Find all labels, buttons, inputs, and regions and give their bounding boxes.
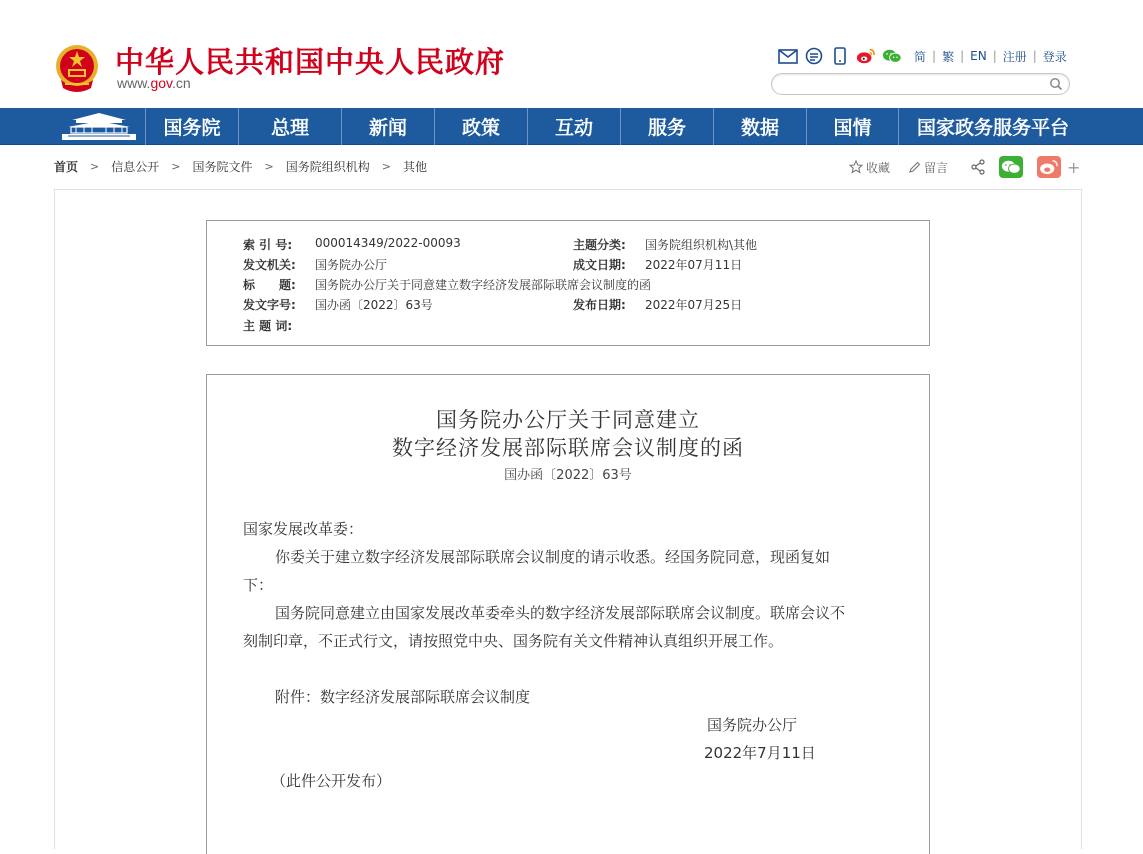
favorite-button[interactable] — [849, 159, 890, 176]
search-icon[interactable] — [1049, 77, 1063, 91]
meta-category-value: 国务院组织机构\其他 — [645, 238, 758, 252]
nav-item-news[interactable]: 新闻 — [341, 108, 434, 145]
meta-written-value: 2022年07月11日 — [645, 258, 743, 272]
meta-title-label: 标 题: — [243, 278, 296, 292]
separator: | — [992, 49, 997, 63]
meta-docno-value: 国办函〔2022〕63号 — [315, 298, 433, 312]
pencil-icon — [908, 161, 921, 174]
meta-published-label: 发布日期: — [573, 298, 626, 312]
meta-row-title — [243, 276, 651, 293]
meta-row-category — [573, 236, 757, 253]
share-icon[interactable] — [966, 156, 990, 178]
mail-icon[interactable] — [778, 47, 798, 65]
site-header — [0, 0, 1143, 108]
breadcrumb-arrow-icon: > — [90, 160, 100, 173]
meta-issuer-label: 发文机关: — [243, 258, 296, 272]
document-title-line2: 数字经济发展部际联席会议制度的函 — [392, 436, 744, 460]
document-para1-line2: 下： — [243, 576, 274, 594]
lang-links — [914, 48, 1067, 65]
nav-item-national-info[interactable]: 国情 — [806, 108, 898, 145]
breadcrumb — [54, 158, 427, 175]
meta-row-docno — [243, 296, 433, 313]
url-suffix: .cn — [172, 75, 191, 91]
breadcrumb-arrow-icon: > — [264, 160, 274, 173]
url-gov: gov — [150, 75, 172, 91]
main-nav — [0, 108, 1143, 145]
meta-title-value: 国务院办公厅关于同意建立数字经济发展部际联席会议制度的函 — [315, 278, 652, 292]
document-title-line1: 国务院办公厅关于同意建立 — [436, 408, 700, 432]
meta-category-label: 主题分类: — [573, 238, 626, 252]
nav-item-policy[interactable]: 政策 — [434, 108, 527, 145]
meta-row-published — [573, 296, 742, 313]
document-para1-line1: 你委关于建立数字经济发展部际联席会议制度的请示收悉。经国务院同意，现函复如 — [275, 548, 831, 566]
meta-issuer-value: 国务院办公厅 — [315, 258, 388, 272]
site-title[interactable]: 中华人民共和国中央人民政府 — [115, 45, 506, 79]
top-tools — [778, 46, 1067, 66]
register-link[interactable]: 注册 — [1002, 49, 1027, 64]
document-body — [206, 374, 930, 854]
nav-item-data[interactable]: 数据 — [713, 108, 806, 145]
nav-item-premier[interactable]: 总理 — [238, 108, 341, 145]
wechat-icon[interactable] — [882, 47, 902, 65]
lang-traditional-link[interactable]: 繁 — [942, 49, 955, 64]
login-link[interactable]: 登录 — [1042, 49, 1067, 64]
tiananmen-home-icon[interactable] — [54, 110, 144, 143]
search-input[interactable] — [782, 75, 1042, 95]
meta-row-keywords — [243, 317, 315, 334]
document-para2-line1: 国务院同意建立由国家发展改革委牵头的数字经济发展部际联席会议制度。联席会议不 — [275, 604, 846, 622]
meta-published-value: 2022年07月25日 — [645, 298, 743, 312]
url-prefix: www. — [117, 75, 151, 91]
weibo-icon[interactable] — [856, 47, 876, 65]
meta-row-written — [573, 256, 742, 273]
breadcrumb-state-council-docs[interactable]: 国务院文件 — [192, 160, 253, 174]
separator: | — [960, 49, 965, 63]
comment-label: 留言 — [924, 160, 949, 175]
document-para2-line2: 刻制印章，不正式行文，请按照党中央、国务院有关文件精神认真组织开展工作。 — [243, 632, 784, 650]
breadcrumb-home[interactable]: 首页 — [54, 160, 79, 174]
separator: | — [932, 49, 937, 63]
wechat-share-icon[interactable] — [999, 156, 1023, 178]
nav-item-interaction[interactable]: 互动 — [527, 108, 620, 145]
meta-index-label: 索 引 号: — [243, 238, 293, 252]
document-attachment[interactable]: 附件：数字经济发展部际联席会议制度 — [275, 688, 531, 706]
breadcrumb-info-public[interactable]: 信息公开 — [111, 160, 160, 174]
document-date: 2022年7月11日 — [704, 744, 816, 762]
meta-index-value: 000014349/2022-00093 — [315, 236, 461, 250]
nav-item-service[interactable]: 服务 — [620, 108, 713, 145]
meta-keywords-label: 主 题 词: — [243, 319, 293, 333]
nav-item-service-platform[interactable]: 国家政务服务平台 — [898, 108, 1087, 145]
weibo-share-icon[interactable] — [1037, 156, 1061, 178]
national-emblem-icon[interactable] — [55, 44, 99, 94]
meta-row-index — [243, 236, 461, 253]
search-box — [771, 73, 1070, 95]
comment-button[interactable] — [908, 159, 948, 176]
message-icon[interactable] — [804, 47, 824, 65]
meta-docno-label: 发文字号: — [243, 298, 296, 312]
lang-en-link[interactable]: EN — [970, 49, 987, 63]
document-salutation: 国家发展改革委： — [243, 520, 364, 538]
meta-written-label: 成文日期: — [573, 258, 626, 272]
breadcrumb-org[interactable]: 国务院组织机构 — [285, 160, 370, 174]
nav-items — [145, 108, 1087, 145]
favorite-label: 收藏 — [866, 160, 891, 175]
lang-simplified-link[interactable]: 简 — [914, 49, 927, 64]
breadcrumb-arrow-icon: > — [381, 160, 391, 173]
share-bar — [849, 156, 1080, 178]
site-url[interactable] — [117, 75, 191, 91]
star-icon — [849, 160, 863, 174]
more-share-button[interactable]: + — [1067, 157, 1081, 177]
nav-item-state-council[interactable]: 国务院 — [145, 108, 238, 145]
document-number: 国办函〔2022〕63号 — [504, 468, 632, 483]
breadcrumb-other[interactable]: 其他 — [402, 160, 427, 174]
document-note: （此件公开发布） — [271, 772, 392, 790]
mobile-icon[interactable] — [830, 47, 850, 65]
meta-row-issuer — [243, 256, 387, 273]
breadcrumb-arrow-icon: > — [171, 160, 181, 173]
separator: | — [1032, 49, 1037, 63]
document-signer: 国务院办公厅 — [707, 716, 798, 734]
document-meta-box — [206, 220, 930, 346]
